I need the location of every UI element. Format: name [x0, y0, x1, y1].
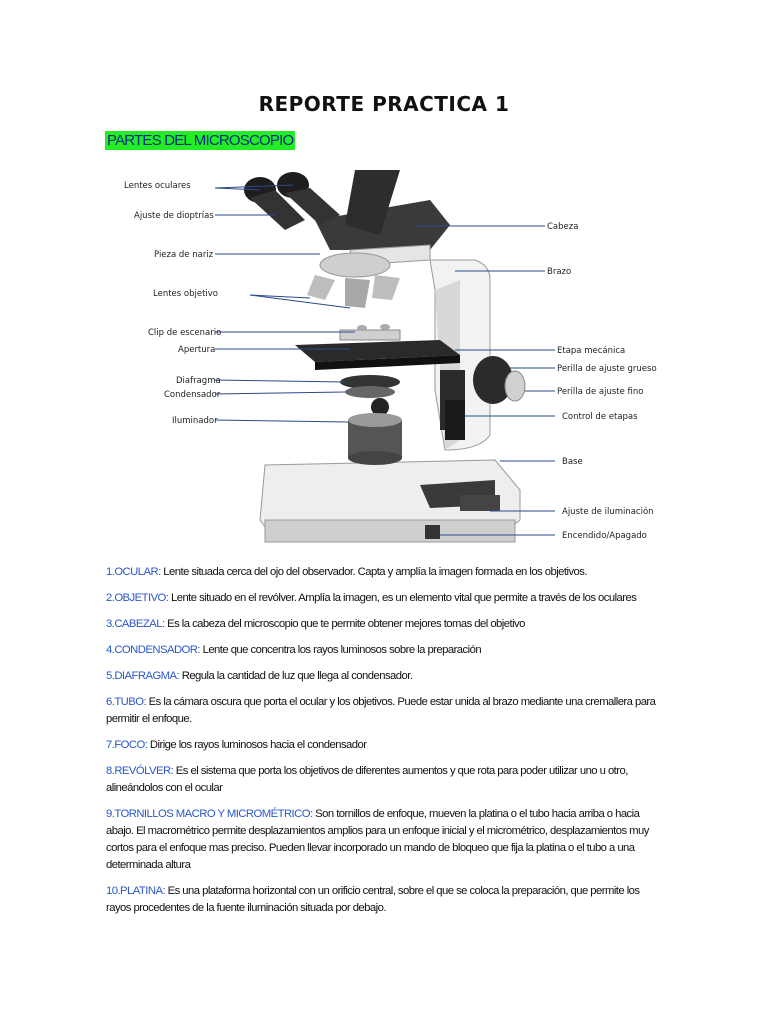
definition-text: Lente situada cerca del ojo del observador. Capta y amplía la imagen formada en los objetivos.	[160, 566, 587, 578]
diagram-label: Apertura	[178, 345, 216, 355]
diagram-label: Perilla de ajuste fino	[557, 387, 644, 397]
diagram-label: Perilla de ajuste grueso	[557, 364, 657, 374]
definition-term: 10.PLATINA:	[106, 885, 166, 897]
diagram-label: Etapa mecánica	[557, 346, 626, 356]
definition-text: Es la cabeza del microscopio que te permite obtener mejores tomas del objetivo	[164, 618, 525, 630]
definition-text: Es la cámara oscura que porta el ocular y los objetivos. Puede estar unida al brazo mediante una cremallera para permitir el enfoque.	[106, 696, 656, 725]
definition-item	[106, 763, 666, 797]
definition-item	[106, 642, 666, 659]
definition-text: Lente que concentra los rayos luminosos sobre la preparación	[200, 644, 482, 656]
definition-item	[106, 564, 666, 581]
definitions-list	[106, 564, 666, 926]
definition-item	[106, 616, 666, 633]
definition-item	[106, 668, 666, 685]
definition-text: Lente situado en el revólver. Amplía la imagen, es un elemento vital que permite a través de los oculares	[168, 592, 637, 604]
definition-text: Dirige los rayos luminosos hacia el condensador	[147, 739, 367, 751]
definition-term: 2.OBJETIVO:	[106, 592, 169, 604]
diagram-label: Brazo	[547, 267, 572, 277]
definition-term: 1.OCULAR:	[106, 566, 161, 578]
definition-term: 4.CONDENSADOR:	[106, 644, 200, 656]
definition-item	[106, 883, 666, 917]
microscope-diagram	[100, 160, 660, 555]
definition-text: Regula la cantidad de luz que llega al condensador.	[179, 670, 413, 682]
definition-term: 8.REVÓLVER:	[106, 765, 174, 777]
definition-item	[106, 806, 666, 874]
diagram-label: Iluminador	[172, 416, 218, 426]
diagram-label: Ajuste de dioptrías	[134, 211, 214, 221]
diagram-label: Pieza de nariz	[154, 250, 214, 260]
page-title: REPORTE PRACTICA 1	[258, 92, 510, 116]
definition-text: Son tornillos de enfoque, mueven la platina o el tubo hacia arriba o hacia abajo. El macrométrico permite desplazamientos amplios para un enfoque inicial y el micrométrico, desplazamientos muy cortos para el enfoque mas preciso. Pueden llevar incorporado un mando de bloqueo que fija la platina o el tubo a una determinada altura	[106, 808, 649, 871]
diagram-label: Diafragma	[176, 376, 221, 386]
diagram-label: Base	[562, 457, 583, 467]
diagram-label: Encendido/Apagado	[562, 531, 647, 541]
diagram-label: Lentes oculares	[124, 181, 191, 191]
definition-term: 3.CABEZAL:	[106, 618, 165, 630]
diagram-label: Control de etapas	[562, 412, 638, 422]
diagram-label: Lentes objetivo	[153, 289, 219, 299]
diagram-label: Ajuste de iluminación	[562, 507, 654, 517]
diagram-label: Clip de escenario	[148, 328, 222, 338]
definition-item	[106, 737, 666, 754]
definition-item	[106, 590, 666, 607]
definition-term: 5.DIAFRAGMA:	[106, 670, 180, 682]
definition-term: 9.TORNILLOS MACRO Y MICROMÉTRICO:	[106, 808, 313, 820]
definition-text: Es una plataforma horizontal con un orificio central, sobre el que se coloca la preparación, que permite los rayos procedentes de la fuente iluminación situada por debajo.	[106, 885, 640, 914]
section-heading: PARTES DEL MICROSCOPIO	[107, 132, 294, 149]
definition-text: Es el sistema que porta los objetivos de diferentes aumentos y que rota para poder utilizar uno u otro, alineándolos con el ocular	[106, 765, 628, 794]
diagram-label: Condensador	[164, 390, 221, 400]
definition-term: 7.FOCO:	[106, 739, 148, 751]
definition-term: 6.TUBO:	[106, 696, 147, 708]
definition-item	[106, 694, 666, 728]
diagram-label: Cabeza	[547, 222, 579, 232]
